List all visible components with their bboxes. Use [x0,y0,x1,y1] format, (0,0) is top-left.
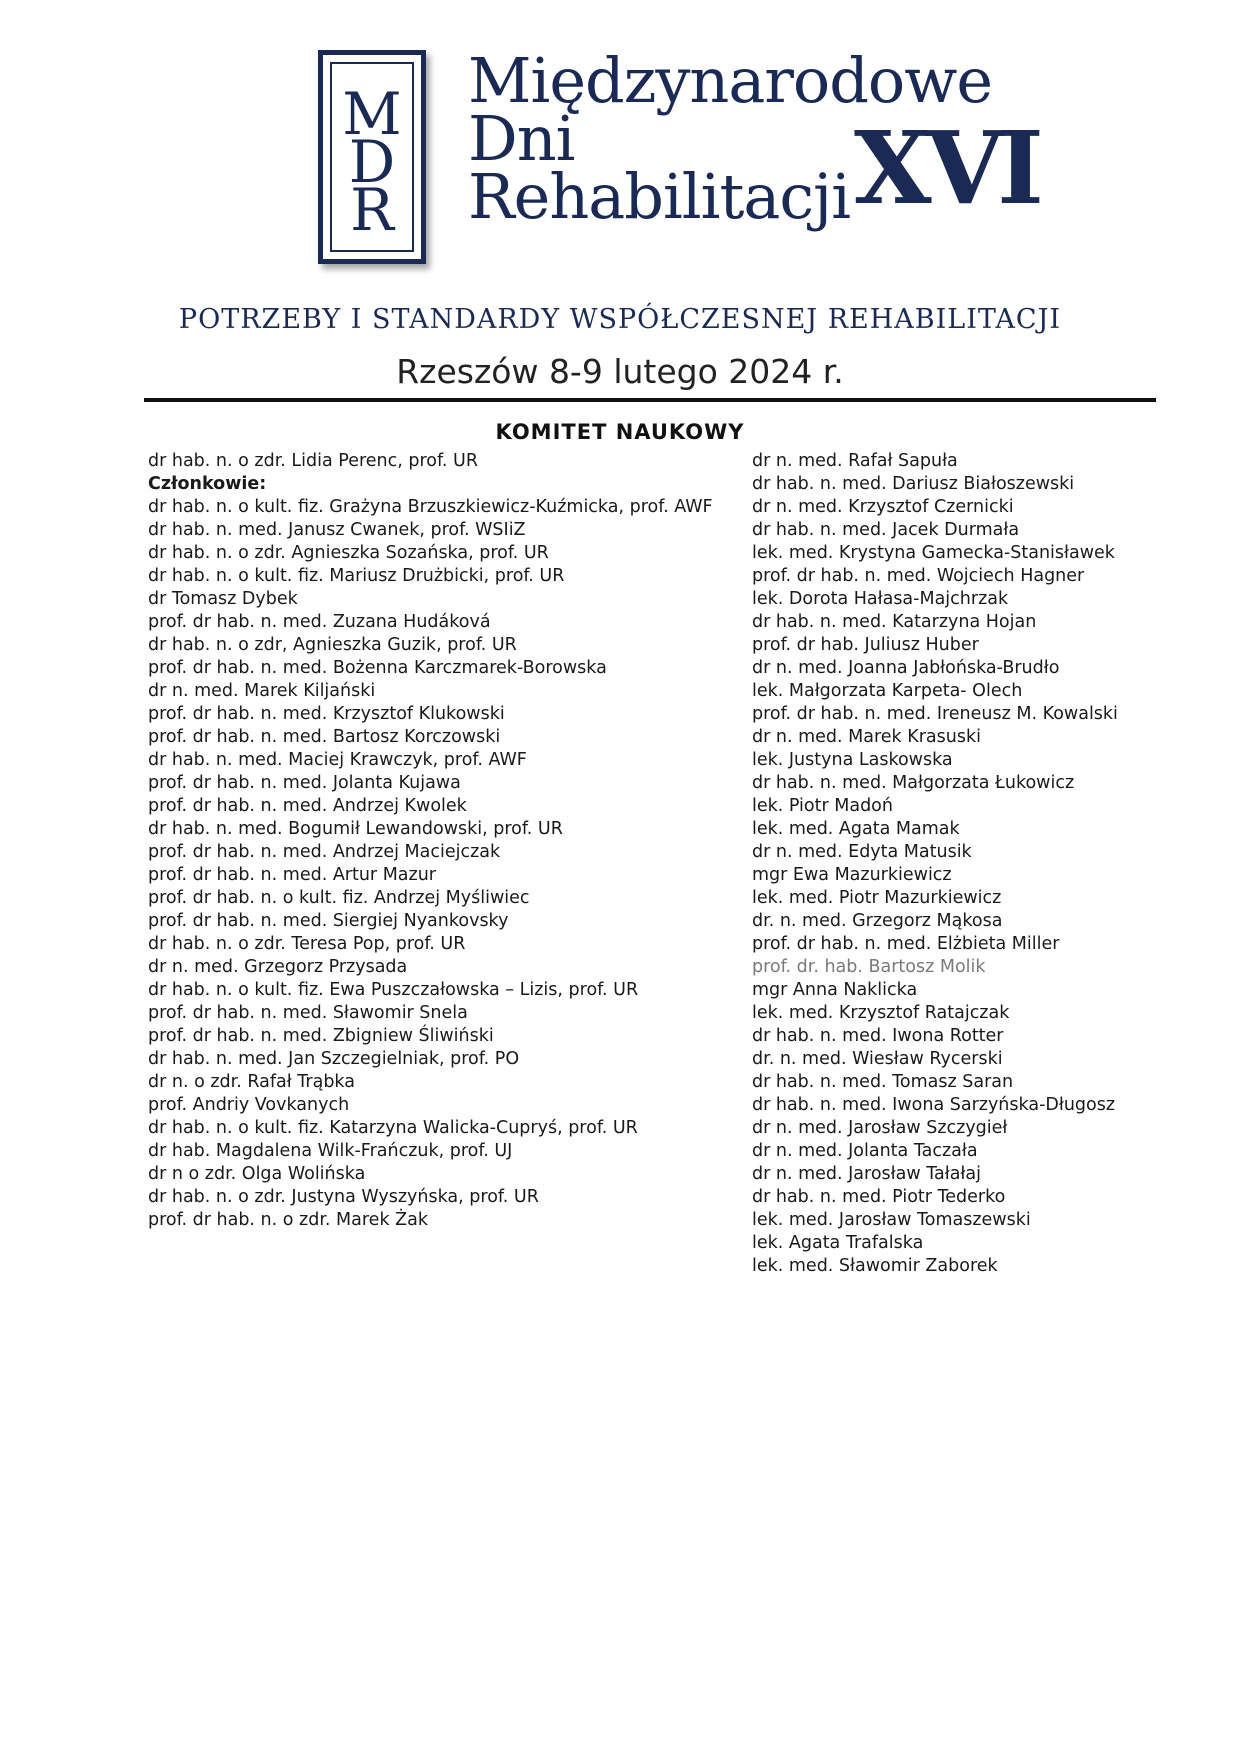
member-item: prof. dr hab. Juliusz Huber [752,635,979,655]
member-item: dr n. med. Krzysztof Czernicki [752,497,1014,517]
member-item: dr hab. n. o zdr. Teresa Pop, prof. UR [148,934,466,954]
member-item: dr hab. n. med. Piotr Tederko [752,1187,1006,1207]
member-item: dr hab. n. o zdr. Agnieszka Sozańska, prof. UR [148,543,549,563]
member-item: dr hab. n. o kult. fiz. Katarzyna Walicka-Cupryś, prof. UR [148,1118,638,1138]
member-item: dr hab. n. med. Iwona Sarzyńska-Długosz [752,1095,1116,1115]
member-item: prof. dr hab. n. o zdr. Marek Żak [148,1210,428,1230]
title-line-2: Dni [468,102,575,175]
member-item: dr hab. n. med. Jacek Durmała [752,520,1020,540]
member-item: lek. Dorota Hałasa-Majchrzak [752,589,1009,609]
member-item: dr n o zdr. Olga Wolińska [148,1164,366,1184]
member-item: prof. dr hab. n. med. Bożenna Karczmarek-Borowska [148,658,607,678]
member-item: lek. Agata Trafalska [752,1233,924,1253]
member-item: dr n. o zdr. Rafał Trąbka [148,1072,355,1092]
member-item: mgr Ewa Mazurkiewicz [752,865,952,885]
logo-letter-d: D [348,128,396,196]
member-item: dr n. med. Marek Kiljański [148,681,376,701]
member-item: prof. dr hab. n. med. Siergiej Nyankovsky [148,911,509,931]
logo-letter-m: M [342,80,402,148]
member-item: dr n. med. Grzegorz Przysada [148,957,408,977]
member-item: prof. dr hab. n. med. Ireneusz M. Kowalski [752,704,1118,724]
member-item: mgr Anna Naklicka [752,980,918,1000]
title-line-3: Rehabilitacji [468,160,851,233]
member-item: dr hab. n. med. Iwona Rotter [752,1026,1004,1046]
conference-subtitle: POTRZEBY I STANDARDY WSPÓŁCZESNEJ REHABILITACJI [178,304,1062,335]
member-item: dr hab. n. o zdr, Agnieszka Guzik, prof. UR [148,635,517,655]
member-item: prof. dr hab. n. med. Andrzej Maciejczak [148,842,501,862]
member-item: prof. dr hab. n. o kult. fiz. Andrzej Myśliwiec [148,888,530,908]
member-item: dr hab. n. med. Małgorzata Łukowicz [752,773,1075,793]
conference-header [0,0,1240,410]
member-item: lek. med. Krystyna Gamecka-Stanisławek [752,543,1115,563]
member-item: lek. med. Krzysztof Ratajczak [752,1003,1010,1023]
member-item: lek. med. Piotr Mazurkiewicz [752,888,1002,908]
member-item: dr Tomasz Dybek [148,589,298,609]
member-item: dr hab. n. med. Tomasz Saran [752,1072,1014,1092]
member-item: dr n. med. Edyta Matusik [752,842,972,862]
member-item: prof. dr. hab. Bartosz Molik [752,957,986,977]
committee-left-column [148,450,713,1232]
committee-chair: dr hab. n. o zdr. Lidia Perenc, prof. UR [148,451,478,471]
members-label: Członkowie: [148,474,267,494]
conference-logo [318,50,426,264]
member-item: lek. Małgorzata Karpeta- Olech [752,681,1023,701]
member-item: dr n. med. Jarosław Szczygieł [752,1118,1008,1138]
member-item: prof. dr hab. n. med. Elżbieta Miller [752,934,1060,954]
member-item: prof. dr hab. n. med. Zbigniew Śliwiński [148,1026,494,1046]
member-item: lek. med. Agata Mamak [752,819,960,839]
member-item: dr hab. n. med. Maciej Krawczyk, prof. AWF [148,750,527,770]
member-item: dr hab. n. o zdr. Justyna Wyszyńska, prof. UR [148,1187,539,1207]
member-item: prof. dr hab. n. med. Wojciech Hagner [752,566,1085,586]
member-item: dr hab. n. med. Bogumił Lewandowski, prof. UR [148,819,563,839]
member-item: lek. Justyna Laskowska [752,750,953,770]
member-item: dr hab. n. o kult. fiz. Grażyna Brzuszkiewicz-Kuźmicka, prof. AWF [148,497,713,517]
member-item: dr n. med. Marek Krasuski [752,727,981,747]
member-item: dr hab. n. med. Janusz Cwanek, prof. WSIiZ [148,520,526,540]
conference-date: Rzeszów 8-9 lutego 2024 r. [396,352,844,391]
member-item: dr n. med. Joanna Jabłońska-Brudło [752,658,1060,678]
member-item: prof. dr hab. n. med. Artur Mazur [148,865,436,885]
logo-letter-r: R [350,176,394,244]
member-item: dr hab. n. med. Dariusz Białoszewski [752,474,1075,494]
member-item: dr hab. n. med. Katarzyna Hojan [752,612,1037,632]
member-item: dr hab. n. med. Jan Szczegielniak, prof. PO [148,1049,520,1069]
member-item: lek. Piotr Madoń [752,796,893,816]
committee-right-column [752,450,1118,1278]
member-item: prof. dr hab. n. med. Bartosz Korczowski [148,727,501,747]
member-item: prof. dr hab. n. med. Sławomir Snela [148,1003,468,1023]
member-item: dr hab. n. o kult. fiz. Mariusz Drużbicki, prof. UR [148,566,565,586]
member-item: dr. n. med. Wiesław Rycerski [752,1049,1003,1069]
member-item: dr hab. Magdalena Wilk-Frańczuk, prof. UJ [148,1141,513,1161]
edition-number: XVI [854,109,1038,227]
member-item: dr n. med. Jolanta Taczała [752,1141,978,1161]
title-line-1: Międzynarodowe [468,44,993,117]
member-item: dr. n. med. Grzegorz Mąkosa [752,911,1003,931]
member-item: prof. dr hab. n. med. Krzysztof Klukowski [148,704,505,724]
member-item: prof. dr hab. n. med. Jolanta Kujawa [148,773,461,793]
member-item: lek. med. Sławomir Zaborek [752,1256,998,1276]
member-item: prof. Andriy Vovkanych [148,1095,350,1115]
member-item: dr hab. n. o kult. fiz. Ewa Puszczałowska – Lizis, prof. UR [148,980,639,1000]
member-item: prof. dr hab. n. med. Andrzej Kwolek [148,796,467,816]
member-item: lek. med. Jarosław Tomaszewski [752,1210,1031,1230]
member-item: dr n. med. Rafał Sapuła [752,451,958,471]
committee-heading: KOMITET NAUKOWY [495,420,745,444]
member-item: prof. dr hab. n. med. Zuzana Hudáková [148,612,491,632]
member-item: dr n. med. Jarosław Tałałaj [752,1164,981,1184]
header-divider [144,398,1156,402]
